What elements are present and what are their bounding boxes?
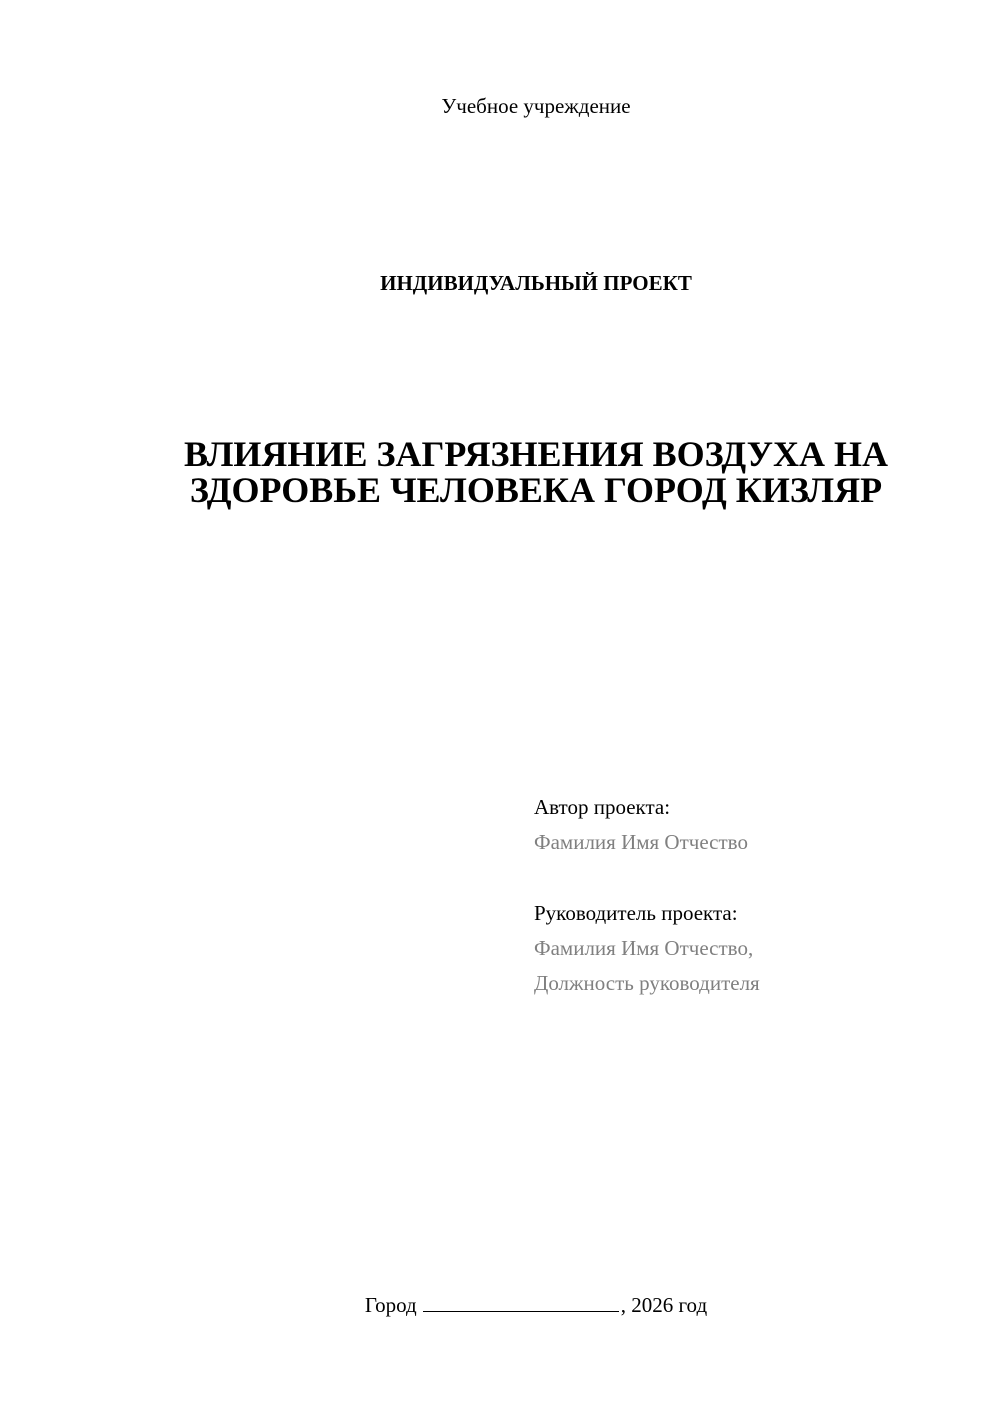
project-title xyxy=(120,436,952,508)
footer-city-year xyxy=(0,1292,1000,1318)
institution-name: Учебное учреждение xyxy=(441,94,631,118)
document-type: ИНДИВИДУАЛЬНЫЙ ПРОЕКТ xyxy=(380,271,692,295)
supervisor-label: Руководитель проекта: xyxy=(534,901,738,925)
city-blank-line xyxy=(423,1293,619,1312)
project-title-line-1: ВЛИЯНИЕ ЗАГРЯЗНЕНИЯ ВОЗДУХА НА xyxy=(183,434,889,474)
project-title-line-2: ЗДОРОВЬЕ ЧЕЛОВЕКА ГОРОД КИЗЛЯР xyxy=(189,470,883,510)
spacer xyxy=(534,860,974,896)
author-name: Фамилия Имя Отчество xyxy=(534,830,748,854)
supervisor-name: Фамилия Имя Отчество, xyxy=(534,936,754,960)
author-label: Автор проекта: xyxy=(534,795,671,819)
supervisor-position: Должность руководителя xyxy=(534,971,760,995)
project-info-block xyxy=(534,790,974,1001)
footer-year: , 2026 год xyxy=(620,1293,708,1317)
footer-city: Город xyxy=(364,1293,417,1317)
